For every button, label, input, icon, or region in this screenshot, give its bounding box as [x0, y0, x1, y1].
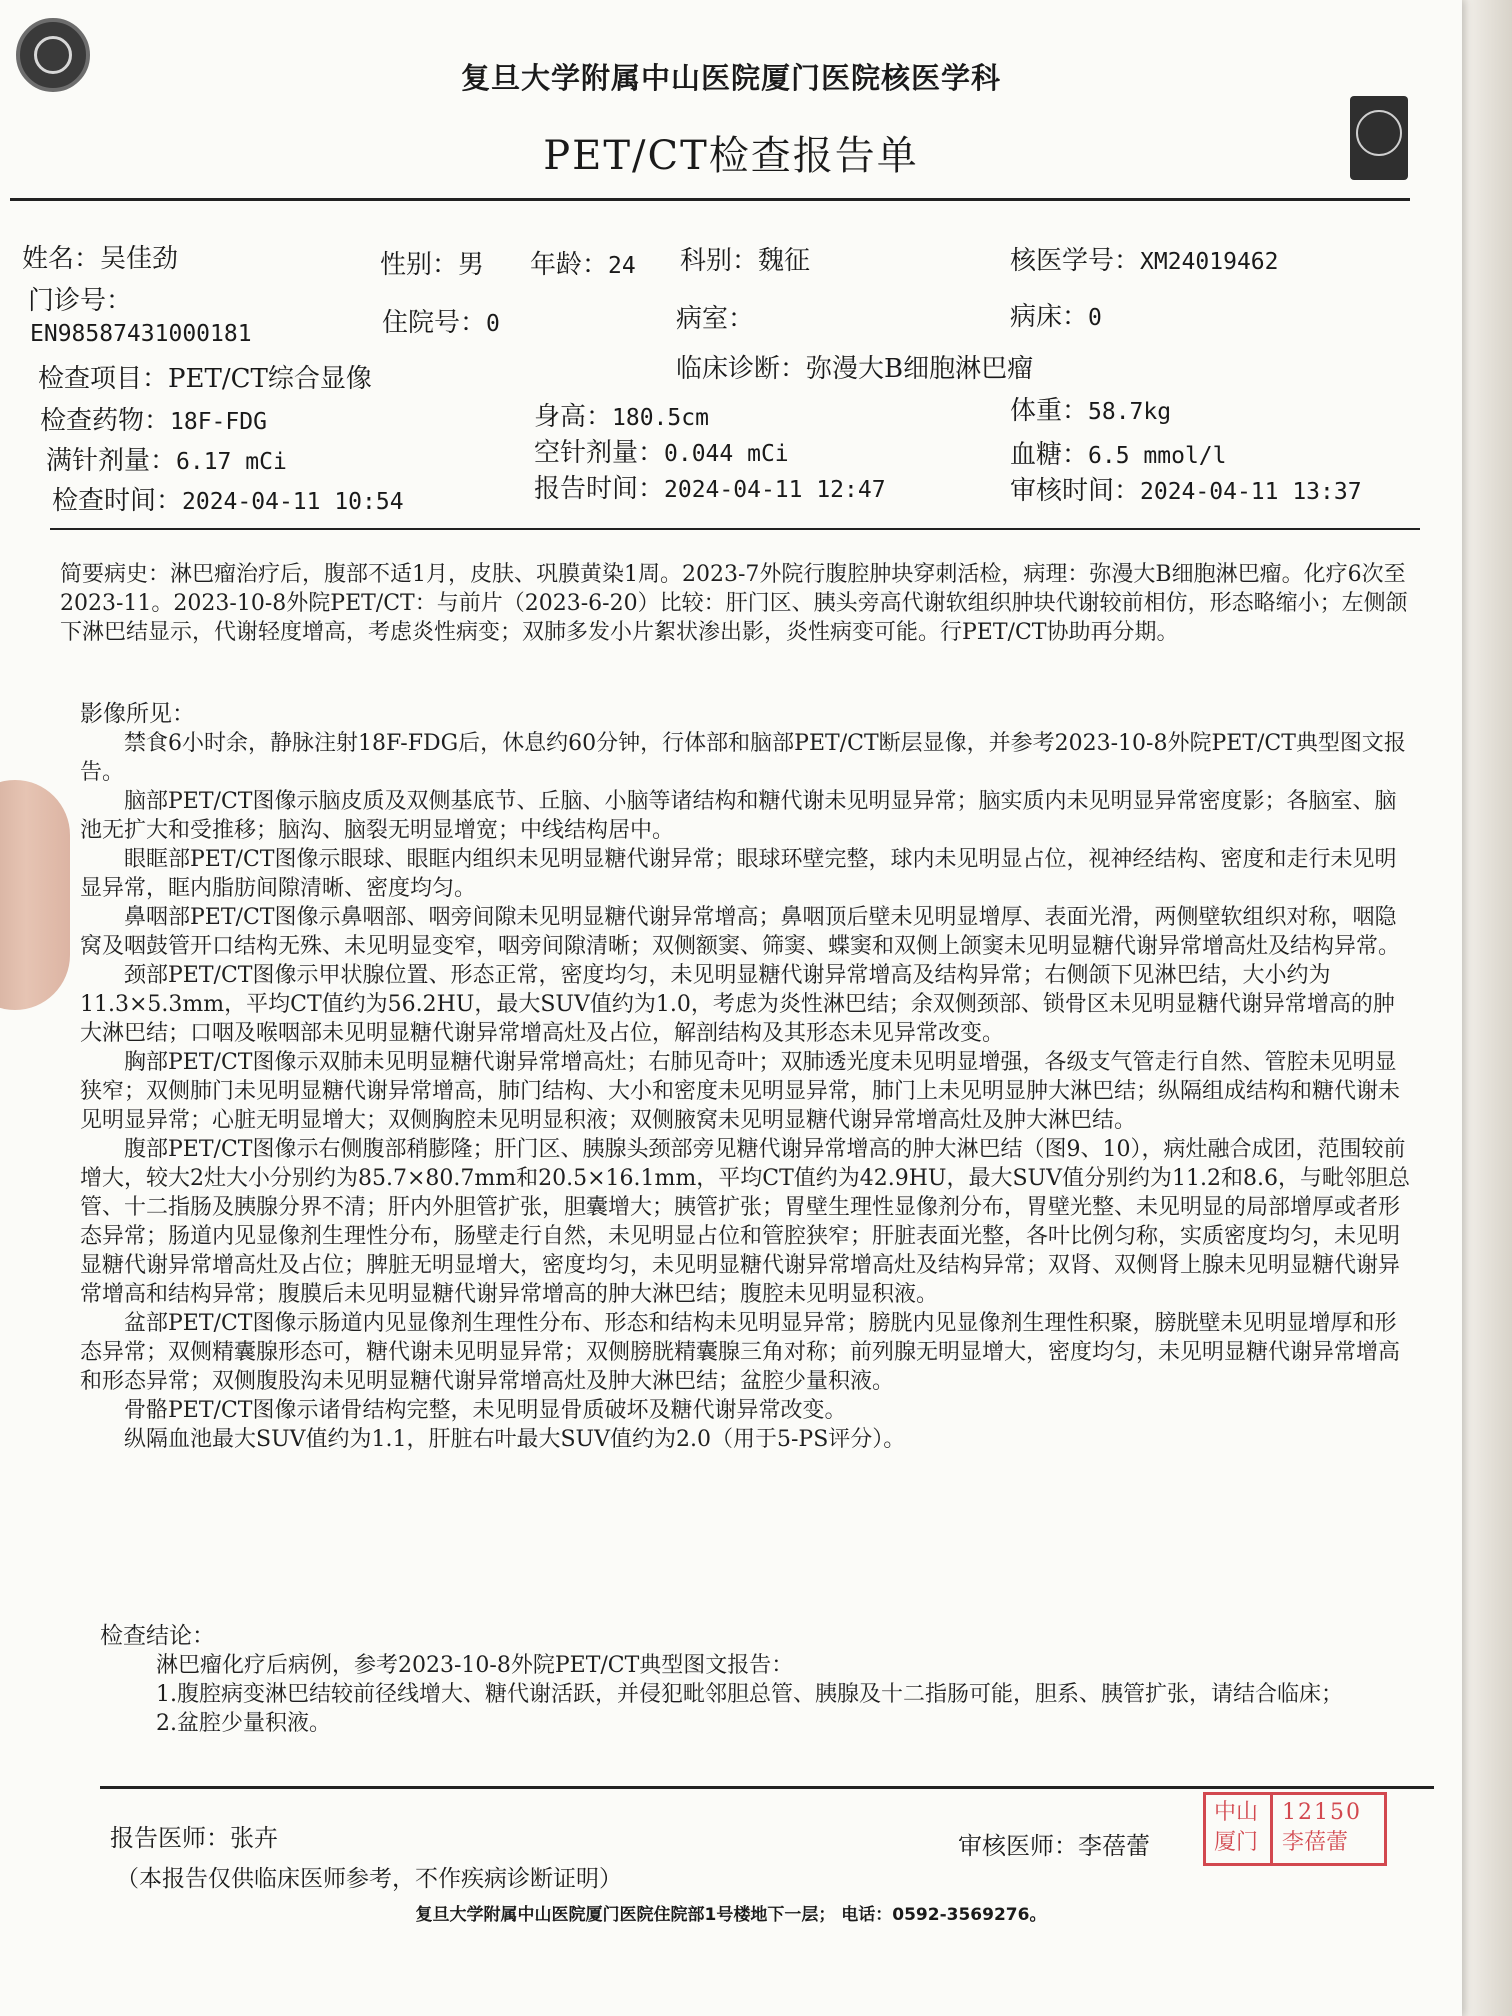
findings-heading: 影像所见： — [80, 701, 195, 727]
diagnosis-field: 临床诊断：弥漫大B细胞淋巴瘤 — [676, 354, 1034, 384]
empty-dose-field: 空针剂量：0.044 mCi — [534, 438, 789, 468]
conclusion-line: 2.盆腔少量积液。 — [156, 1711, 331, 1736]
thumb — [0, 780, 70, 1010]
findings-section — [80, 700, 1410, 1454]
bed-field: 病床：0 — [1010, 302, 1102, 332]
clinic-number: EN98587431000181 — [30, 321, 252, 347]
findings-paragraph: 盆部PET/CT图像示肠道内见显像剂生理性分布、形态和结构未见明显异常；膀胱内见显像剂生理性积聚，膀胱壁未见明显增厚和形态异常；双侧精囊腺形态可，糖代谢未见明显异常；双侧膀胱精囊腺三角对称；前列腺无明显增大，密度均匀，未见明显糖代谢异常增高和形态异常；双侧腹股沟未见明显糖代谢异常增高灶及肿大淋巴结；盆腔少量积液。 — [80, 1311, 1401, 1394]
weight-field: 体重：58.7kg — [1010, 396, 1172, 426]
height-field: 身高：180.5cm — [534, 402, 709, 432]
conclusion-section — [100, 1622, 1420, 1738]
review-time-field: 审核时间：2024-04-11 13:37 — [1010, 476, 1362, 506]
conclusion-line: 1.腹腔病变淋巴结较前径线增大、糖代谢活跃，并侵犯毗邻胆总管、胰腺及十二指肠可能，胆系、胰管扩张，请结合临床； — [156, 1682, 1343, 1707]
nm-number-field: 核医学号：XM24019462 — [1010, 246, 1279, 276]
report-time-field: 报告时间：2024-04-11 12:47 — [534, 474, 886, 504]
ward-field: 病室： — [676, 304, 755, 334]
history-section — [60, 560, 1420, 647]
findings-paragraph: 鼻咽部PET/CT图像示鼻咽部、咽旁间隙未见明显糖代谢异常增高；鼻咽顶后壁未见明显增厚、表面光滑，两侧壁软组织对称，咽隐窝及咽鼓管开口结构无殊、未见明显变窄，咽旁间隙清晰；双侧额窦、筛窦、蝶窦和双侧上颌窦未见明显糖代谢异常增高灶及结构异常。 — [80, 905, 1401, 959]
findings-paragraph: 骨骼PET/CT图像示诸骨结构完整，未见明显骨质破坏及糖代谢异常改变。 — [124, 1398, 847, 1423]
exam-time-field: 检查时间：2024-04-11 10:54 — [52, 486, 404, 516]
full-dose-field: 满针剂量：6.17 mCi — [46, 446, 287, 476]
findings-paragraph: 颈部PET/CT图像示甲状腺位置、形态正常，密度均匀，未见明显糖代谢异常增高及结构异常；右侧颌下见淋巴结，大小约为11.3×5.3mm，平均CT值约为56.2HU，最大SUV值约为1.0，考虑为炎性淋巴结；余双侧颈部、锁骨区未见明显糖代谢异常增高的肿大淋巴结；口咽及喉咽部未见明显糖代谢异常增高灶及占位，解剖结构及其形态未见异常改变。 — [80, 963, 1395, 1046]
clinic-label: 门诊号： — [28, 286, 133, 316]
findings-paragraph: 脑部PET/CT图像示脑皮质及双侧基底节、丘脑、小脑等诸结构和糖代谢未见明显异常；脑实质内未见明显异常密度影；各脑室、脑池无扩大和受推移；脑沟、脑裂无明显增宽；中线结构居中。 — [80, 789, 1397, 843]
reporter-field: 报告医师：张卉 — [110, 1824, 278, 1852]
hospital-name: 复旦大学附属中山医院厦门医院核医学科 — [460, 61, 1001, 95]
findings-paragraph: 纵隔血池最大SUV值约为1.1，肝脏右叶最大SUV值约为2.0（用于5-PS评分）。 — [124, 1427, 906, 1452]
inpatient-field: 住院号：0 — [382, 308, 500, 338]
findings-paragraph: 眼眶部PET/CT图像示眼球、眼眶内组织未见明显糖代谢异常；眼球环壁完整，球内未见明显占位，视神经结构、密度和走行未见明显异常，眶内脂肪间隙清晰、密度均匀。 — [80, 847, 1397, 901]
findings-paragraph: 禁食6小时余，静脉注射18F-FDG后，休息约60分钟，行体部和脑部PET/CT断层显像，并参考2023-10-8外院PET/CT典型图文报告。 — [80, 731, 1406, 785]
reviewer-field: 审核医师：李蓓蕾 — [958, 1832, 1150, 1860]
sex-field: 性别：男 — [380, 250, 485, 280]
dept-field: 科别：魏征 — [680, 246, 811, 276]
conclusion-heading: 检查结论： — [100, 1623, 215, 1649]
exam-item-field: 检查项目：PET/CT综合显像 — [38, 364, 372, 394]
name-field: 姓名：吴佳劲 — [22, 244, 179, 274]
glucose-field: 血糖：6.5 mmol/l — [1010, 440, 1227, 470]
top-divider — [10, 198, 1410, 201]
drug-field: 检查药物：18F-FDG — [40, 406, 267, 436]
report-title: PET/CT检查报告单 — [543, 133, 919, 179]
history-text: 简要病史：淋巴瘤治疗后，腹部不适1月，皮肤、巩膜黄染1周。2023-7外院行腹腔肿块穿刺活检，病理：弥漫大B细胞淋巴瘤。化疗6次至2023-11。2023-10-8外院PET/CT：与前片（2023-6-20）比较：肝门区、胰头旁高代谢软组织肿块代谢较前相仿，形态略缩小；左侧颌下淋巴结显示，代谢轻度增高，考虑炎性病变；双肺多发小片絮状渗出影，炎性病变可能。行PET/CT协助再分期。 — [60, 562, 1408, 645]
findings-paragraph: 胸部PET/CT图像示双肺未见明显糖代谢异常增高灶；右肺见奇叶；双肺透光度未见明显增强，各级支气管走行自然、管腔未见明显狭窄；双侧肺门未见明显糖代谢异常增高，肺门结构、大小和密度未见明显异常，肺门上未见明显肿大淋巴结；纵隔组成结构和糖代谢未见明显异常；心脏无明显增大；双侧胸腔未见明显积液；双侧腋窝未见明显糖代谢异常增高灶及肿大淋巴结。 — [80, 1050, 1401, 1133]
conclusion-line: 淋巴瘤化疗后病例，参考2023-10-8外院PET/CT典型图文报告： — [156, 1653, 794, 1678]
findings-paragraph: 腹部PET/CT图像示右侧腹部稍膨隆；肝门区、胰腺头颈部旁见糖代谢异常增高的肿大淋巴结（图9、10），病灶融合成团，范围较前增大，较大2灶大小分别约为85.7×80.7mm和20.5×16.1mm，平均CT值约为42.9HU，最大SUV值分别约为11.2和8.6，与毗邻胆总管、十二指肠及胰腺分界不清；肝内外胆管扩张，胆囊增大；胰管扩张；胃壁生理性显像剂分布，胃壁光整、未见明显的局部增厚或者形态异常；肠道内见显像剂生理性分布，肠壁走行自然，未见明显占位和管腔狭窄；肝脏表面光整，各叶比例匀称，实质密度均匀，未见明显糖代谢异常增高灶及占位；脾脏无明显增大，密度均匀，未见明显糖代谢异常增高灶及结构异常；双肾、双侧肾上腺未见明显糖代谢异常增高和结构异常；腹膜后未见明显糖代谢异常增高的肿大淋巴结；腹腔未见明显积液。 — [80, 1137, 1410, 1307]
bottom-divider — [100, 1786, 1434, 1789]
disclaimer: （本报告仅供临床医师参考，不作疾病诊断证明） — [116, 1866, 622, 1892]
info-divider — [50, 528, 1420, 530]
footer-address: 复旦大学附属中山医院厦门医院住院部1号楼地下一层； 电话：0592-3569276。 — [415, 1905, 1047, 1925]
age-field: 年龄：24 — [530, 250, 636, 280]
review-stamp: 中山 厦门 12150 李蓓蕾 — [1203, 1792, 1387, 1866]
